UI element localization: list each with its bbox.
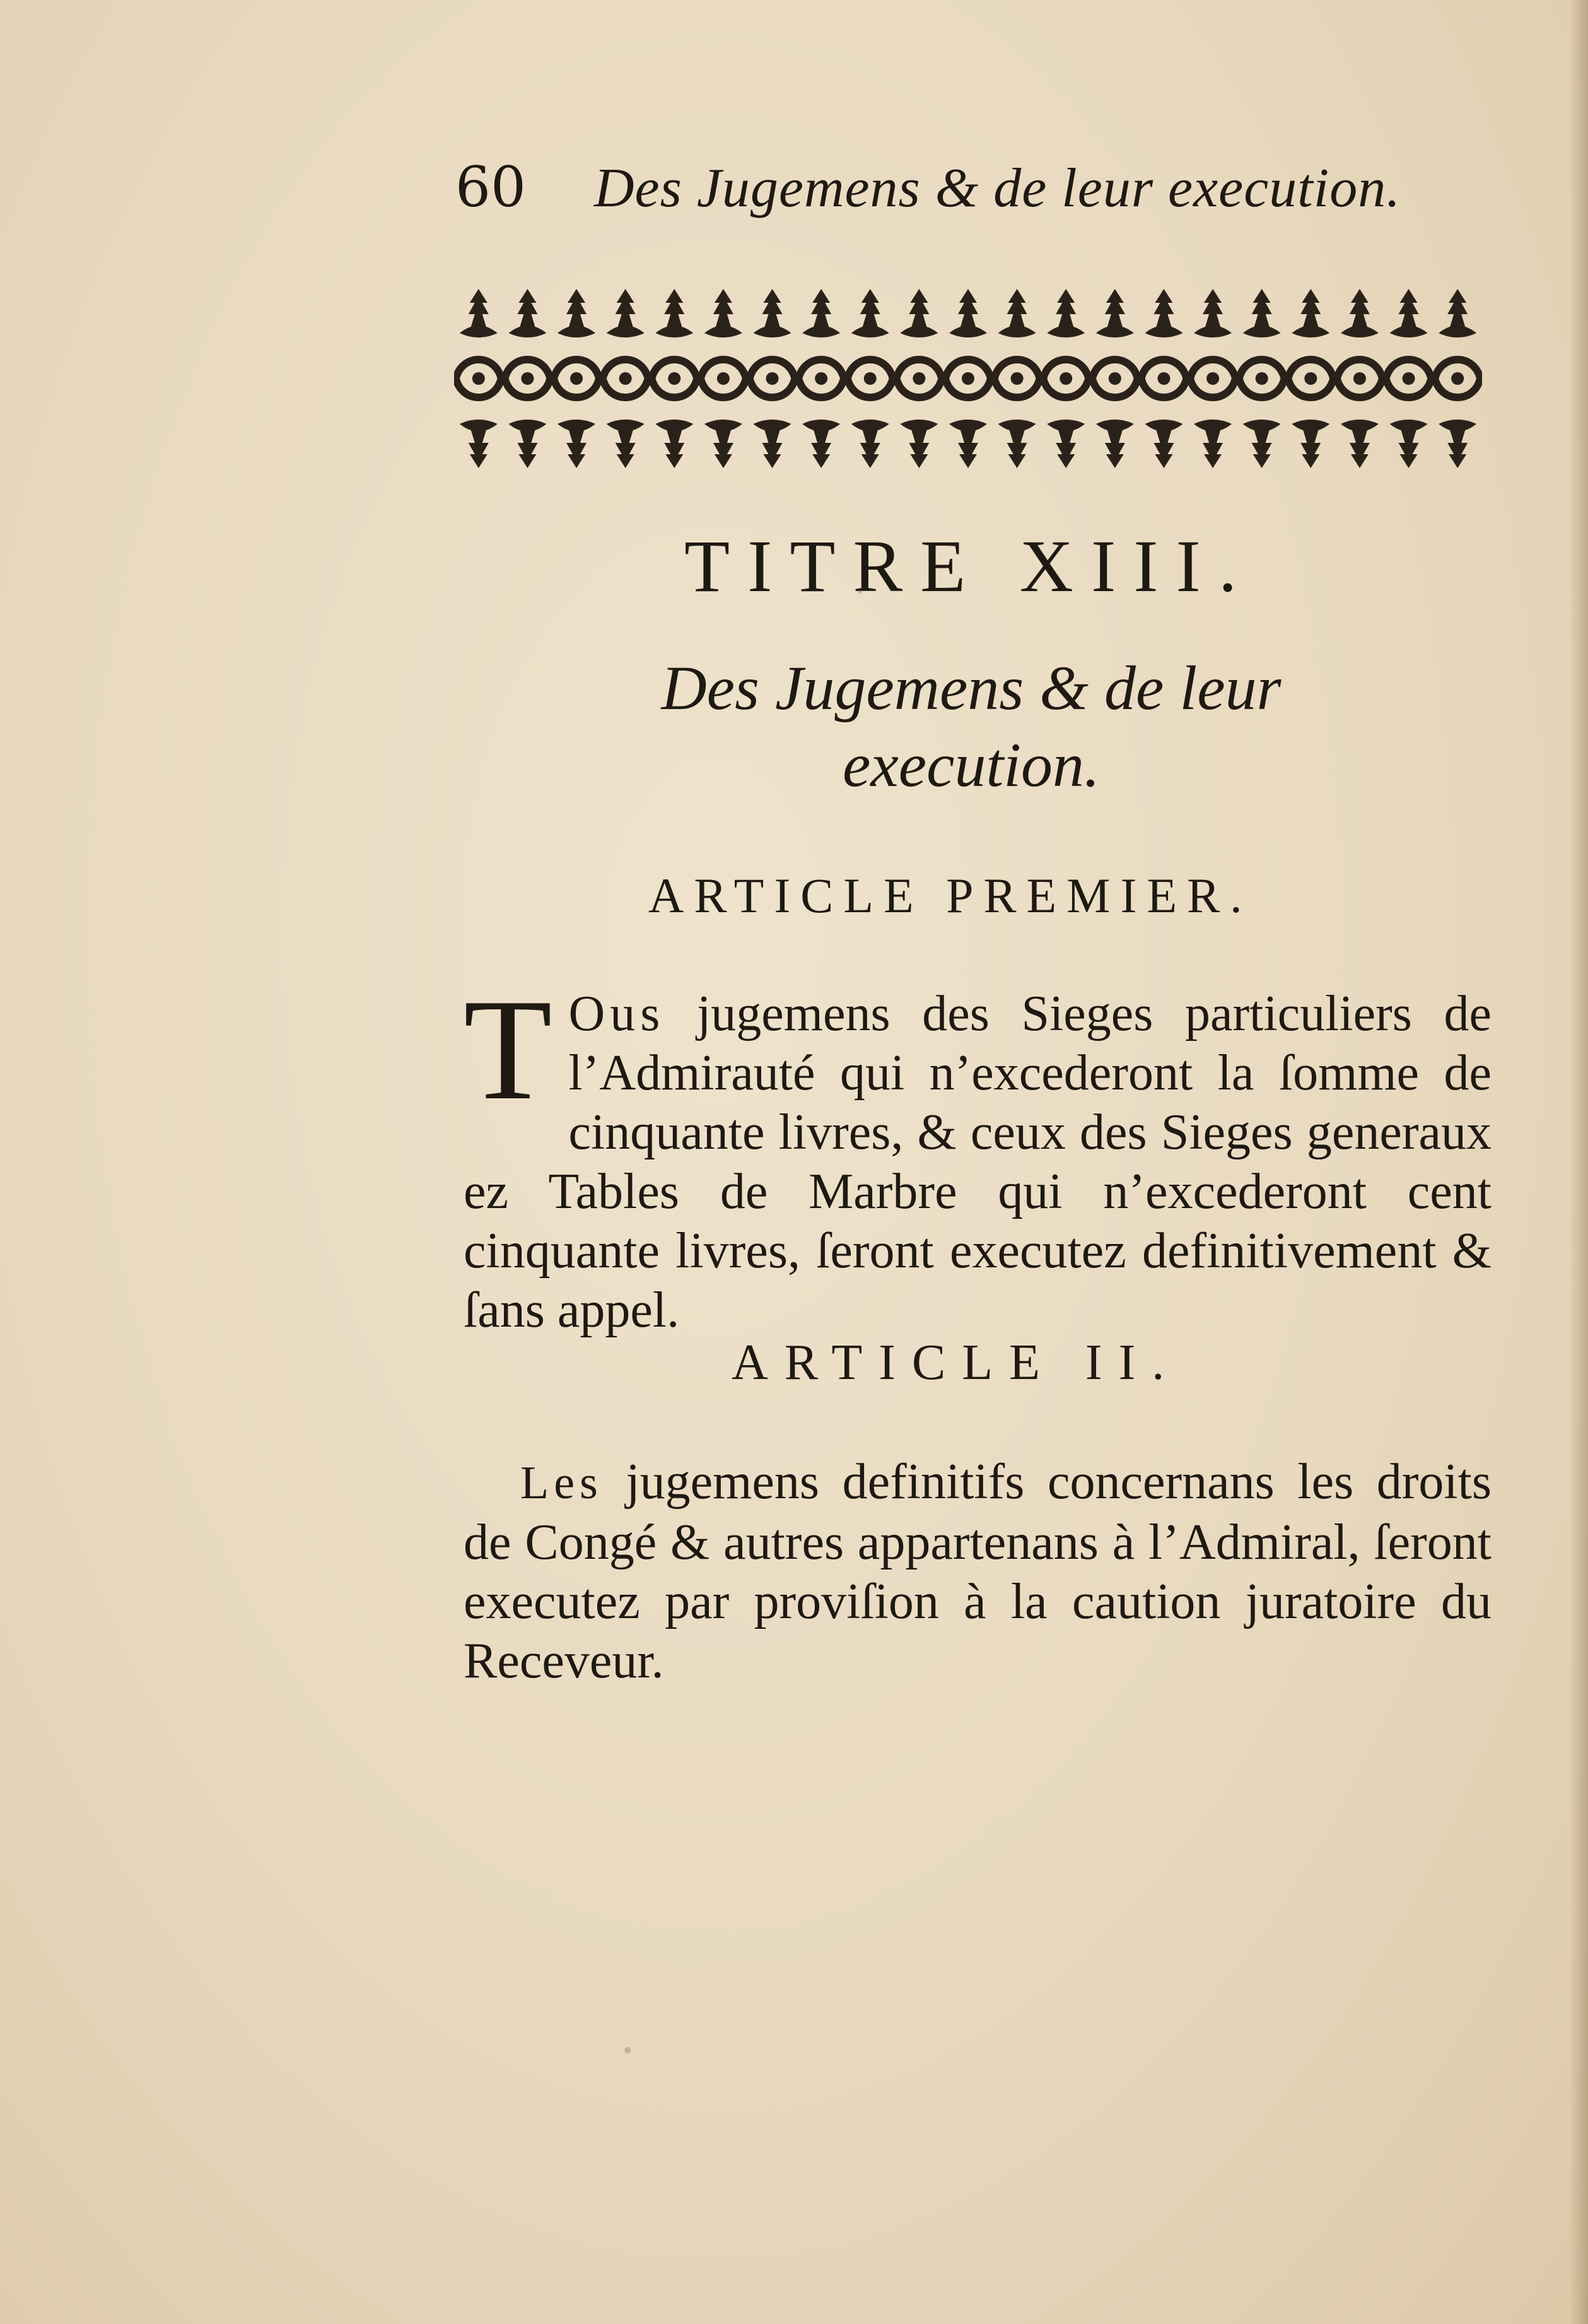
title-heading: TITRE XIII. [684,525,1255,607]
subtitle-line-1: Des Jugemens & de leur [661,653,1281,723]
article-1-heading: ARTICLE PREMIER. [648,868,1252,923]
article-2-lead: Les [520,1457,603,1509]
paper-speck [624,2047,631,2053]
article-2-heading: ARTICLE II. [732,1335,1181,1390]
fleuron-ornament [454,284,1482,473]
article-1-text [464,969,1492,1340]
article-1-lead: Ous [568,986,665,1042]
page-number: 60 [455,155,526,220]
paper-speck [858,590,861,594]
title-subtitle [467,650,1476,804]
running-head [455,155,1464,220]
article-2-text [464,1452,1492,1691]
subtitle-line-2: execution. [842,730,1101,800]
drop-capital: T [464,969,552,1130]
running-head-title: Des Jugemens & de leur execution. [593,158,1401,219]
article-2-body: jugemens definitifs concernans les droits de Congé & autres appartenans à l’Admiral, ſeront executez par proviſion à la caution juratoire du Receveur. [464,1454,1492,1689]
article-1-body: jugemens des Sieges particuliers de l’Admirauté qui n’excederont la ſomme de cinquante livres, & ceux des Sieges generaux ez Tables de Marbre qui n’excederont cent cinquante livres, ſeront executez definitivement & ſans appel. [464,986,1492,1338]
